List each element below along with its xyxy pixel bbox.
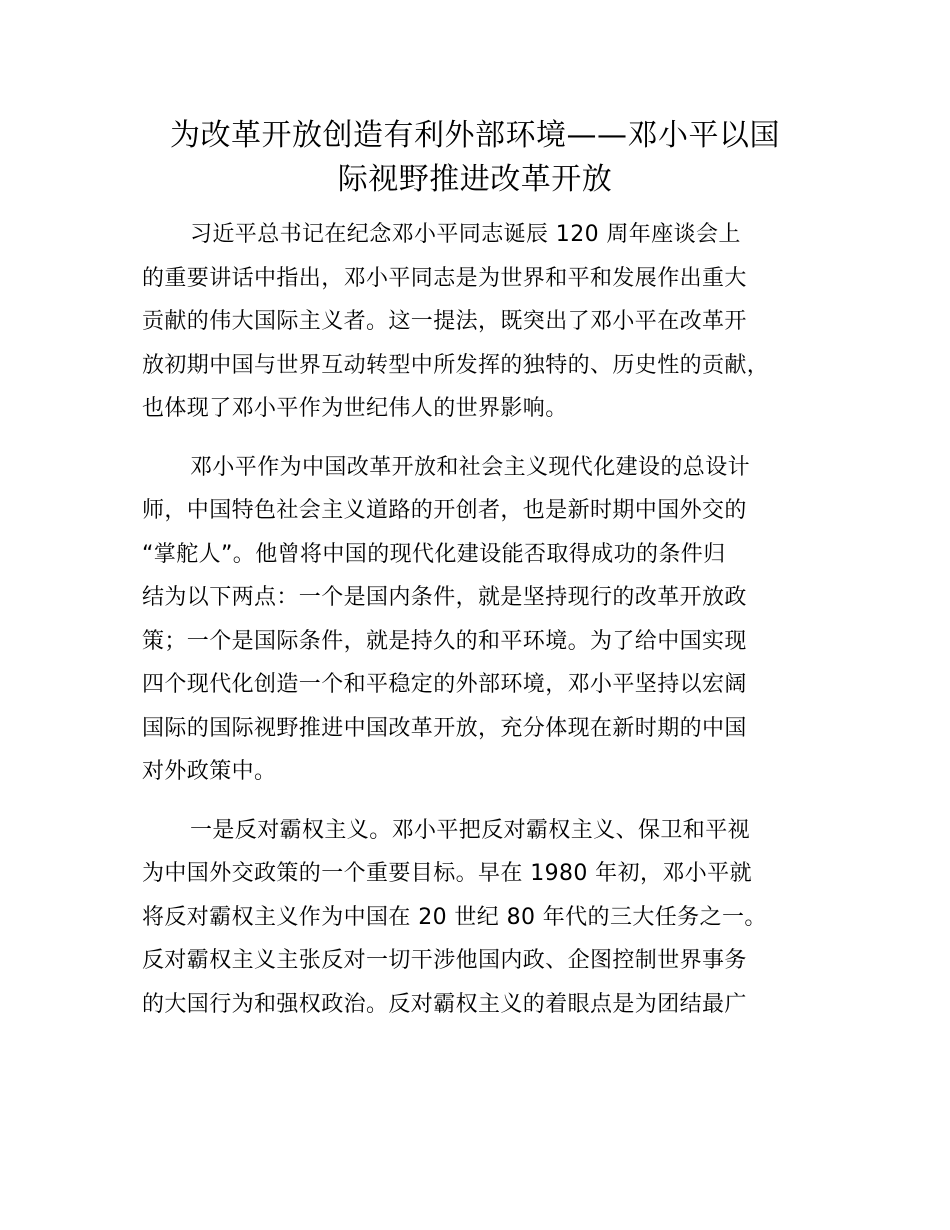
text-line: 的重要讲话中指出，邓小平同志是为世界和平和发展作出重大: [142, 265, 747, 291]
paragraph-1: [142, 213, 812, 431]
text-line: 将反对霸权主义作为中国在 20 世纪 80 年代的三大任务之一。: [142, 904, 767, 930]
text-line: 国际的国际视野推进中国改革开放，充分体现在新时期的中国: [142, 715, 747, 741]
text-line: 贡献的伟大国际主义者。这一提法，既突出了邓小平在改革开: [142, 309, 747, 334]
text-line: 也体现了邓小平作为世纪伟人的世界影响。: [142, 396, 568, 421]
text-line: 一是反对霸权主义。邓小平把反对霸权主义、保卫和平视: [190, 817, 751, 843]
title-line: 为改革开放创造有利外部环境——邓小平以国: [170, 118, 780, 153]
text-line: 对外政策中。: [142, 759, 277, 784]
document-body: [142, 213, 812, 1041]
text-line: 师，中国特色社会主义道路的开创者，也是新时期中国外交的: [142, 498, 747, 523]
text-line: 的大国行为和强权政治。反对霸权主义的着眼点是为团结最广: [142, 991, 747, 1017]
text-line: 习近平总书记在纪念邓小平同志诞辰 120 周年座谈会上: [190, 222, 741, 247]
text-line: 四个现代化创造一个和平稳定的外部环境，邓小平坚持以宏阔: [142, 672, 747, 697]
text-line: 反对霸权主义主张反对一切干涉他国内政、企图控制世界事务: [142, 948, 747, 973]
text-line: “掌舵人”。他曾将中国的现代化建设能否取得成功的条件归: [142, 541, 726, 567]
document-title: [140, 114, 810, 202]
text-line: 放初期中国与世界互动转型中所发挥的独特的、历史性的贡献，: [142, 352, 770, 378]
text-line: 结为以下两点：一个是国内条件，就是坚持现行的改革开放政: [142, 585, 747, 610]
paragraph-3: [142, 809, 812, 1027]
title-line: 际视野推进改革开放: [337, 162, 613, 197]
text-line: 策；一个是国际条件，就是持久的和平环境。为了给中国实现: [142, 628, 747, 654]
text-line: 为中国外交政策的一个重要目标。早在 1980 年初，邓小平就: [142, 861, 752, 886]
text-line: 邓小平作为中国改革开放和社会主义现代化建设的总设计: [190, 454, 751, 480]
paragraph-2: [142, 446, 812, 794]
